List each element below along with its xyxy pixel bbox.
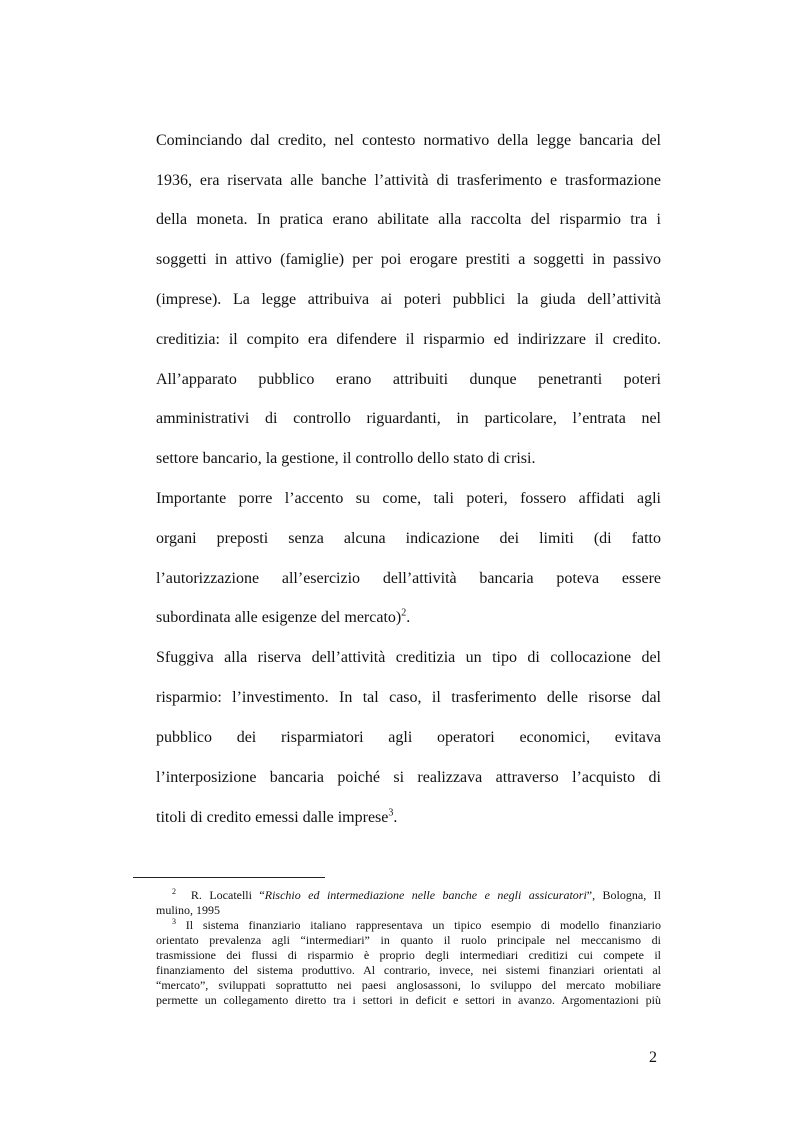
paragraph-1-line-6: creditizia: il compito era difendere il risparmio ed indirizzare il credito. (156, 331, 661, 348)
footnote-2-title: Rischio ed intermediazione nelle banche e negli assicuratori (264, 888, 587, 902)
paragraph-2-line-3: l’autorizzazione all’esercizio dell’attività bancaria poteva essere (156, 570, 661, 587)
footnote-3-line-1-text: Il sistema finanziario italiano rappresentava un tipico esempio di modello finanziario (185, 918, 662, 932)
footnote-2-line-1 (172, 888, 661, 903)
page-number: 2 (649, 1049, 657, 1066)
paragraph-3-line-5-text: titoli di credito emessi dalle imprese (156, 809, 389, 826)
paragraph-3-line-3: pubblico dei risparmiatori agli operatori economici, evitava (156, 729, 661, 746)
paragraph-1-line-3: della moneta. In pratica erano abilitate alla raccolta del risparmio tra i (156, 211, 661, 228)
paragraph-1-line-1: Cominciando dal credito, nel contesto normativo della legge bancaria del (156, 132, 661, 149)
footnote-2-line-2: mulino, 1995 (156, 903, 221, 917)
paragraph-2-line-4-text: subordinata alle esigenze del mercato) (156, 609, 402, 626)
footnote-2-prefix: R. Locatelli “ (190, 888, 265, 902)
paragraph-1-line-8: amministrativi di controllo riguardanti, in particolare, l’entrata nel (156, 410, 661, 427)
footnote-3-line-5: “mercato”, sviluppati soprattutto nei paesi anglosassoni, lo sviluppo del mercato mobiliare (156, 978, 661, 992)
footnote-3-line-4: finanziamento del sistema produttivo. Al contrario, invece, nei sistemi finanziari orientati al (156, 963, 661, 977)
paragraph-3-line-2: risparmio: l’investimento. In tal caso, il trasferimento delle risorse dal (156, 689, 661, 706)
footnote-2-suffix: ”, Bologna, Il (586, 888, 661, 902)
paragraph-2-line-2: organi preposti senza alcuna indicazione dei limiti (di fatto (156, 530, 661, 547)
footnote-separator (133, 877, 325, 878)
footnote-ref-3[interactable]: 3 (388, 807, 394, 819)
paragraph-3-line-4: l’interposizione bancaria poiché si realizzava attraverso l’acquisto di (156, 769, 661, 786)
paragraph-2-line-1: Importante porre l’accento su come, tali poteri, fossero affidati agli (156, 490, 661, 507)
footnote-3-line-3: trasmissione dei flussi di risparmio è proprio degli intermediari creditizi cui compete il (156, 948, 661, 962)
footnote-3-line-6: permette un collegamento diretto tra i settori in deficit e settori in avanzo. Argomentazioni più (156, 993, 661, 1007)
paragraph-2-end-punct: . (406, 609, 411, 626)
footnote-3-line-2: orientato prevalenza agli “intermediari” in quanto il ruolo principale nel meccanismo di (156, 933, 661, 947)
paragraph-3-end-punct: . (393, 809, 398, 826)
paragraph-2-line-4 (156, 608, 661, 628)
footnote-2-number: 2 (172, 887, 176, 896)
paragraph-3-line-1: Sfuggiva alla riserva dell’attività creditizia un tipo di collocazione del (156, 649, 661, 666)
footnote-ref-2[interactable]: 2 (401, 607, 407, 619)
paragraph-1-line-2: 1936, era riservata alle banche l’attività di trasferimento e trasformazione (156, 172, 661, 189)
footnote-3-number: 3 (172, 917, 176, 926)
paragraph-1-line-7: All’apparato pubblico erano attribuiti dunque penetranti poteri (156, 371, 661, 388)
footnote-3-line-1 (172, 918, 661, 933)
paragraph-3-line-5 (156, 808, 661, 828)
paragraph-1-line-4: soggetti in attivo (famiglie) per poi erogare prestiti a soggetti in passivo (156, 251, 661, 268)
paragraph-1-line-5: (imprese). La legge attribuiva ai poteri pubblici la giuda dell’attività (156, 291, 661, 308)
paragraph-1-line-9: settore bancario, la gestione, il controllo dello stato di crisi. (156, 450, 536, 467)
